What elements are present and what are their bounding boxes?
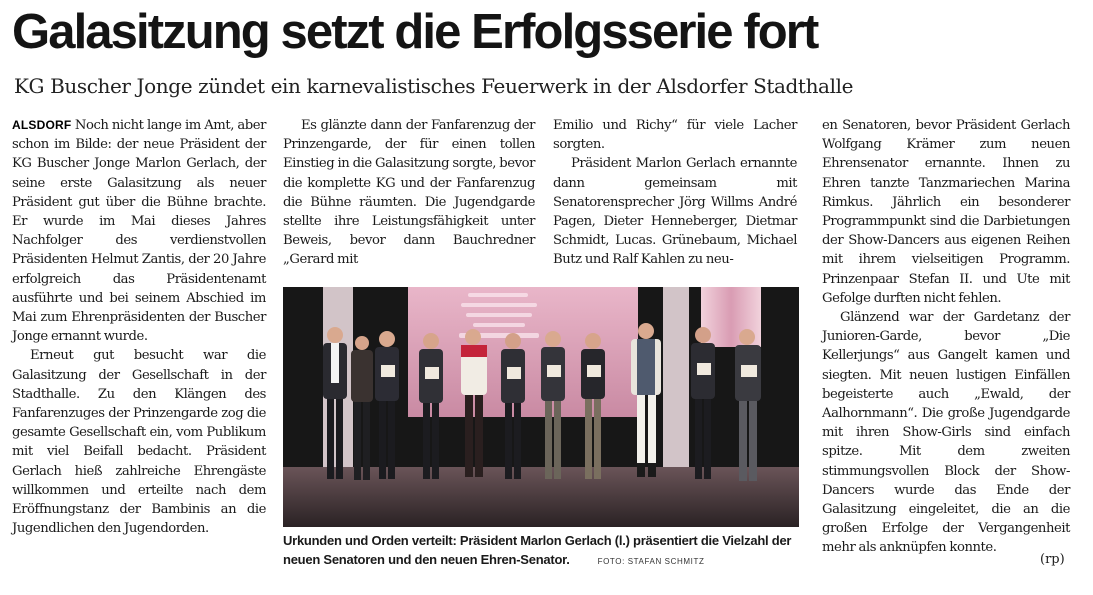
group-photo-illustration <box>283 287 799 527</box>
group-photo <box>283 287 799 527</box>
paragraph-text: Noch nicht lange im Amt, aber schon im Bilde: der neue Präsident der KG Buscher Jonge Marlon Gerlach, der seine erste Galasitzung als neuer Präsident gut über die Bühne brachte. Er wurde im Mai dieses Jahres Nachfolger des verdienstvollen Präsidenten Helmut Zantis, der 20 Jahre erfolgreich das Präsidentenamt ausführte und bei seinem Abschied im Mai zum Ehrenpräsidenten der Buscher Jonge ernannt wurde. <box>12 118 266 345</box>
article-column-4 <box>822 116 1070 576</box>
paragraph: Emilio und Richy“ für viele Lacher sorgten. <box>553 118 797 153</box>
paragraph: Präsident Marlon Gerlach ernannte dann gemeinsam mit Senatorensprecher Jörg Willms André Pagen, Dieter Henneberger, Dietmar Schmidt, Lucas. Grünebaum, Michael Butz und Ralf Kahlen zu neu- <box>553 156 797 268</box>
photo-caption <box>283 531 803 571</box>
paragraph: Glänzend war der Gardetanz der Junioren-Garde, bevor „Die Kellerjungs“ aus Gangelt kamen und siegten. Mit neuen lustigen Einfällen begeisterte auch „Ewald, der Aalhornmann“. Die große Jugendgarde mit ihren Show-Girls sind einfach spitze. Mit dem zweiten stimmungsvollen Block der Show-Dancers wurde das Ende der Galasitzung eingeleitet, die an die großen Erfolge der Vergangenheit mehr als anknüpfen konnte. <box>822 310 1070 556</box>
paragraph <box>12 116 266 346</box>
paragraph: Es glänzte dann der Fanfarenzug der Prinzengarde, der für einen tollen Einstieg in die Galasitzung sorgte, bevor die komplette KG und der Fanfarenzug die Bühne räumten. Die Jugendgarde stellte ihre Leistungsfähigkeit unter Beweis, bevor dann Bauchredner „Gerard mit <box>283 118 535 268</box>
caption-text: Urkunden und Orden verteilt: Präsident Marlon Gerlach (l.) präsentiert die Vielzahl der neuen Senatoren und den neuen Ehren-Senator. <box>283 533 792 567</box>
article-column-2 <box>283 116 535 286</box>
paragraph: en Senatoren, bevor Präsident Gerlach Wolfgang Krämer zum neuen Ehrensenator ernannte. Ihnen zu Ehren tanzte Tanzmariechen Marina Rimkus. Jährlich ein besonderer Programmpunkt sind die Darbietungen der Show-Dancers aus eigenen Reihen mit ihrem vielseitigen Programm. Prinzenpaar Stefan II. und Ute mit Gefolge durften nicht fehlen. <box>822 118 1070 306</box>
author-signature: (rp) <box>1040 552 1065 567</box>
dateline: ALSDORF <box>12 118 72 132</box>
article-column-1 <box>12 116 266 576</box>
photo-credit: FOTO: STAFAN SCHMITZ <box>597 557 705 566</box>
paragraph: Erneut gut besucht war die Galasitzung der Gesellschaft in der Stadthalle. Zu den Klängen des Fanfarenzuges der Prinzengarde zog die gesamte Gesellschaft ein, vom Publikum mit viel Beifall bedacht. Präsident Gerlach hieß zahlreiche Ehrengäste willkommen und erteilte nach dem Eröffnungstanz der Bambinis an die Jugendlichen den Jugendorden. <box>12 348 266 537</box>
subheadline: KG Buscher Jonge zündet ein karnevalistisches Feuerwerk in der Alsdorfer Stadthalle <box>14 74 854 98</box>
article-column-3 <box>553 116 797 286</box>
headline: Galasitzung setzt die Erfolgsserie fort <box>12 5 818 59</box>
